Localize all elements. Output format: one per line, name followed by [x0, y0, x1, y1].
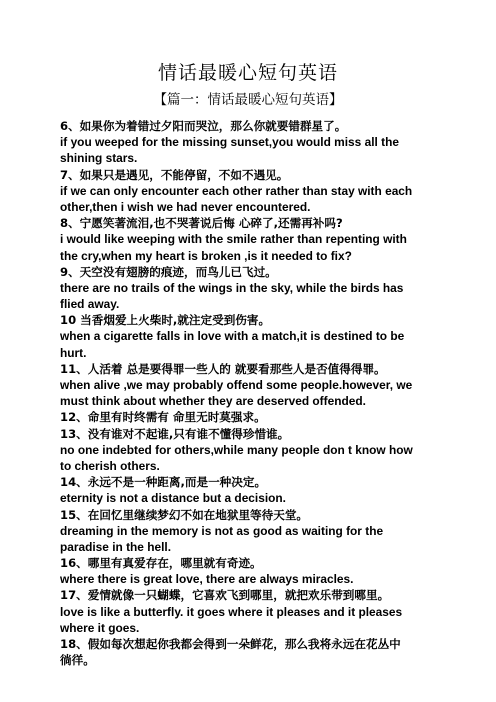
- chinese-text-line: 13、没有谁对不起谁,只有谁不懂得珍惜谁。: [60, 426, 290, 441]
- chinese-text-line: 14、永远不是一种距离,而是一种决定。: [60, 475, 267, 490]
- english-text-line: where there is great love, there are always miracles.: [60, 572, 354, 587]
- english-text-line: flied away.: [60, 297, 120, 312]
- english-text-line: must think about whether they are deserved offended.: [60, 394, 366, 409]
- chinese-text-line: 10 当香烟爱上火柴时,就注定受到伤害。: [60, 313, 271, 328]
- english-text-line: hurt.: [60, 345, 87, 360]
- english-text-line: no one indebted for others,while many people don t know how: [60, 442, 413, 457]
- english-text-line: dreaming in the memory is not as good as waiting for the: [60, 523, 384, 538]
- chinese-text-line: 12、命里有时终需有 命里无时莫强求。: [60, 410, 266, 425]
- chinese-text-line: 16、哪里有真爱存在，哪里就有奇迹。: [60, 556, 262, 571]
- english-text-line: shining stars.: [60, 151, 138, 166]
- english-text-line: love is like a butterfly. it goes where it pleases and it pleases: [60, 604, 403, 619]
- chinese-text-line: 7、如果只是遇见，不能停留，不如不遇见。: [60, 167, 289, 182]
- chinese-text-line: 徜徉。: [60, 653, 95, 668]
- section-heading: 【篇一：情话最暖心短句英语】: [153, 92, 343, 108]
- document-body: [60, 118, 440, 668]
- english-text-line: i would like weeping with the smile rather than repenting with: [60, 232, 407, 247]
- english-text-line: when alive ,we may probably offend some people.however, we: [60, 378, 413, 392]
- document-title: 情话最暖心短句英语: [157, 62, 338, 84]
- chinese-text-line: 9、天空没有翅膀的痕迹，而鸟儿已飞过。: [60, 264, 277, 279]
- chinese-text-line: 15、在回忆里继续梦幻不如在地狱里等待天堂。: [60, 507, 309, 522]
- chinese-text-line: 6、如果你为着错过夕阳而哭泣，那么你就要错群星了。: [60, 119, 347, 133]
- english-text-line: eternity is not a distance but a decision.: [60, 491, 286, 506]
- english-text-line: the cry,when my heart is broken ,is it needed to fix?: [60, 248, 352, 263]
- chinese-text-line: 17、爱情就像一只蝴蝶，它喜欢飞到哪里，就把欢乐带到哪里。: [60, 588, 390, 603]
- english-text-line: paradise in the hell.: [60, 539, 172, 554]
- chinese-text-line: 8、宁愿笑著流泪,也不哭著说后悔 心碎了,还需再补吗?: [60, 216, 343, 231]
- english-text-line: if you weeped for the missing sunset,you would miss all the: [60, 135, 399, 150]
- english-text-line: if we can only encounter each other rather than stay with each: [60, 183, 413, 198]
- english-text-line: where it goes.: [60, 620, 140, 635]
- chinese-text-line: 11、人活着 总是要得罪一些人的 就要看那些人是否值得得罪。: [60, 361, 386, 376]
- english-text-line: there are no trails of the wings in the sky, while the birds has: [60, 280, 404, 295]
- english-text-line: to cherish others.: [60, 458, 160, 473]
- english-text-line: when a cigarette falls in love with a match,it is destined to be: [60, 329, 405, 344]
- chinese-text-line: 18、假如每次想起你我都会得到一朵鲜花，那么我将永远在花丛中: [60, 637, 401, 651]
- english-text-line: other,then i wish we had never encountered.: [60, 199, 311, 214]
